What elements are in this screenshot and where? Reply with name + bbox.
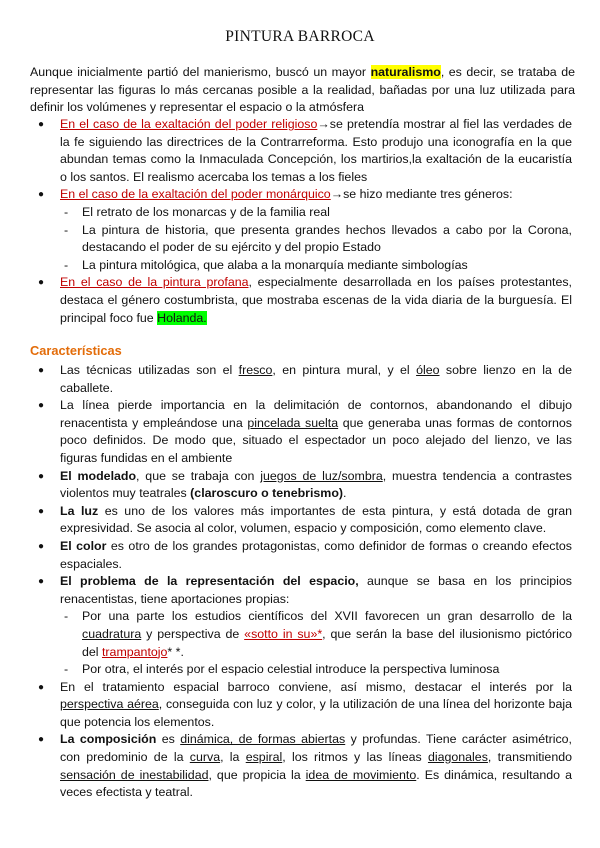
term-composicion: La composición (60, 732, 157, 747)
text-run: sobre lienzo en la de caballete. (60, 363, 573, 395)
term-dinamica: dinámica, de formas abiertas (180, 732, 346, 747)
espacio-sublist (60, 608, 572, 678)
text-run: En el tratamiento espacial barroco conviene, así mismo, destacar el interés por la (60, 679, 572, 694)
term-inestabilidad: sensación de inestabilidad (60, 767, 209, 782)
text-run: , que serán la base del ilusionismo pictórico del (82, 626, 572, 659)
list-item-composicion (38, 731, 572, 801)
term-espiral: espiral (245, 750, 283, 765)
list-item-monarquico (38, 186, 572, 274)
genre-item: - La pintura mitológica, que alaba a la monarquía mediante simbologías (60, 257, 572, 275)
text-run: , que se trabaja con (136, 468, 261, 483)
genre-item: - La pintura de historia, que presenta grandes hechos llevados a cabo por la Corona, destacando el poder de su ejército y del propio Estado (60, 222, 572, 257)
profana-text: , especialmente desarrollada en los países protestantes, destaca el género costumbrista, que mostraba escenas de la vida diaria de la burguesía. El principal foco fue (60, 275, 573, 325)
list-item-color (38, 538, 572, 573)
text-run: y profundas. Tiene carácter asimétrico, con predominio de la (60, 732, 572, 765)
religioso-text: →se pretendía mostrar al fiel las verdades de la fe siguiendo las directrices de la Contrarreforma. Esto produjo una iconografía en la que abundan temas como la Inmaculada Concepción, los martirios,la exaltación de la eucaristía o los santos. El realismo acercaba los temas a los fieles (60, 117, 572, 184)
term-perspectiva-aerea: perspectiva aérea (60, 697, 159, 712)
highlight-naturalismo: naturalismo (370, 65, 441, 79)
highlight-holanda: Holanda. (157, 310, 207, 325)
text-run: , que propicia la (208, 767, 306, 782)
text-run: La línea pierde importancia en la delimitación de contornos, abandonando el dibujo renacentista y empleándose una (60, 398, 572, 430)
monarquico-text: →se hizo mediante tres géneros: (330, 187, 513, 202)
list-item-tecnicas (38, 362, 572, 397)
list-item-linea (38, 397, 572, 467)
intro-text: , es decir, se trataba de representar las figuras lo más cercanas posible a la realidad, bañadas por una luz utilizada para definir los volúmenes y representar el espacio o la atmósfera (30, 65, 575, 115)
list-item-tratamiento (38, 679, 572, 732)
genres-list (60, 204, 572, 274)
term-pincelada: pincelada suelta (247, 415, 339, 430)
term-luz-sombra: juegos de luz/sombra (260, 468, 383, 483)
term-modelado: El modelado (60, 468, 137, 483)
text-run: Por una parte los estudios científicos del XVII favorecen un gran desarrollo de la (82, 609, 572, 624)
list-item-luz (38, 503, 572, 538)
term-color: El color (60, 538, 107, 553)
profana-link: En el caso de la pintura profana (60, 275, 249, 290)
text-run: , conseguida con luz y color, y la utilización de una línea del horizonte baja que potencia los elementos. (60, 697, 573, 729)
text-run: , los ritmos y las líneas (282, 750, 428, 765)
list-item-modelado (38, 468, 572, 503)
text-run: aunque se basa en los principios renacentistas, tiene aportaciones propias: (60, 574, 573, 606)
espacio-item: - Por otra, el interés por el espacio celestial introduce la perspectiva luminosa (60, 661, 572, 679)
term-trampantojo: trampantojo (101, 644, 168, 659)
text-run: que generaba unas formas de contornos poco definidos. De modo que, situado el espectador un poco alejado del lienzo, ve las figuras fundidas en el ambiente (60, 415, 572, 465)
intro-text: Aunque inicialmente partió del manierismo, buscó un mayor (30, 65, 371, 79)
term-cuadratura: cuadratura (82, 626, 142, 641)
term-diagonales: diagonales (427, 750, 488, 765)
espacio-item (60, 608, 572, 661)
religioso-link: En el caso de la exaltación del poder religioso (60, 117, 318, 131)
text-run: * *. (167, 644, 184, 659)
term-claroscuro: (claroscuro o tenebrismo) (190, 486, 344, 501)
list-item-espacio (38, 573, 572, 679)
text-run: . Es dinámica, resultando a veces efectista y teatral. (60, 767, 572, 800)
term-movimiento: idea de movimiento (305, 767, 417, 782)
text-run: , transmitiendo (487, 750, 572, 765)
section-heading: Características (30, 343, 122, 358)
monarquico-link: En el caso de la exaltación del poder monárquico (60, 187, 331, 202)
genre-item: - El retrato de los monarcas y de la familia real (60, 204, 572, 222)
term-luz: La luz (60, 503, 99, 518)
term-fresco: fresco (238, 363, 273, 377)
list-item-religioso (38, 116, 572, 186)
text-run: Las técnicas utilizadas son el (60, 363, 239, 377)
characteristics-list (38, 362, 572, 802)
text-run: , en pintura mural, y el (272, 363, 417, 377)
term-oleo: óleo (416, 363, 440, 377)
text-run: , la (220, 750, 246, 765)
text-run: , muestra tendencia a contrastes violentos muy teatrales (60, 468, 572, 501)
text-run: es (156, 732, 181, 747)
text-run: es uno de los valores más importantes de esta pintura, y está dotada de gran expresividad. Se asocia al color, volumen, espacio y composición, como elemento clave. (60, 503, 573, 536)
term-curva: curva (189, 750, 221, 765)
term-espacio: El problema de la representación del espacio, (60, 574, 359, 589)
term-sotto-in-su: «sotto in su»* (244, 626, 323, 641)
context-list (38, 116, 572, 327)
intro-paragraph (30, 64, 575, 117)
text-run: y perspectiva de (141, 626, 245, 641)
text-run: es otro de los grandes protagonistas, como definidor de formas o creando efectos espaciales. (60, 538, 572, 571)
list-item-profana (38, 274, 572, 327)
page-title: PINTURA BARROCA (225, 28, 375, 45)
text-run: . (343, 486, 347, 501)
